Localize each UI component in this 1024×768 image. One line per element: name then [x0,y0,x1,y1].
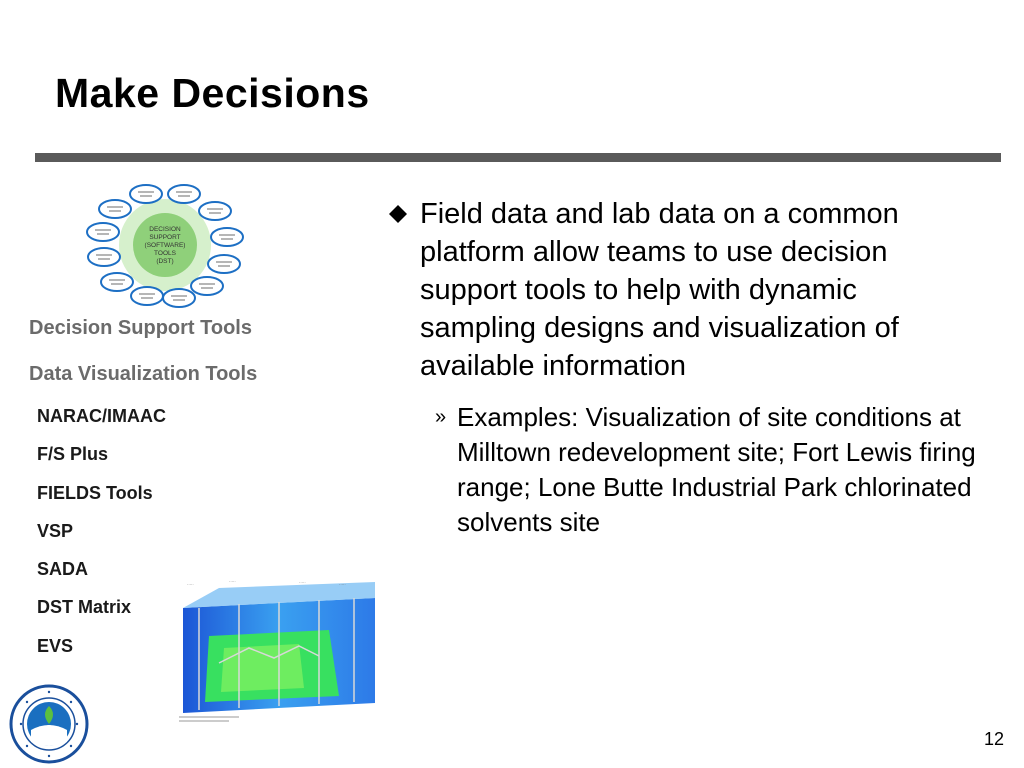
decision-support-tools-heading: Decision Support Tools [29,317,252,339]
dst-cycle-diagram [85,182,245,308]
svg-text:·····: ····· [187,582,194,587]
svg-text:·····: ····· [299,580,306,585]
page-number: 12 [983,729,1004,749]
svg-text:SUPPORT: SUPPORT [149,234,181,241]
tool-item: NARAC/IMAAC [37,406,166,426]
svg-text:·····: ····· [229,579,236,584]
tool-list [37,404,166,672]
site-visualization-image [179,578,377,724]
epa-seal-logo [9,684,89,764]
svg-text:DECISION: DECISION [149,226,181,233]
sub-bullet-marker: » [435,406,447,428]
svg-text:TOOLS: TOOLS [154,250,176,257]
slide-title: Make Decisions [55,70,370,116]
main-bullet-text: Field data and lab data on a common platform allow teams to use decision support tools to help with dynamic sampling designs and visualization of available information [420,198,899,382]
svg-text:(SOFTWARE): (SOFTWARE) [144,242,186,249]
svg-text:(DST): (DST) [156,258,174,265]
tool-item: F/S Plus [37,444,109,465]
tool-item: EVS [37,635,74,656]
diamond-bullet-icon [388,204,408,224]
tool-item: FIELDS Tools [37,482,153,503]
main-bullet [388,195,988,385]
sub-bullet-text: Examples: Visualization of site conditions at Milltown redevelopment site; Fort Lewis firing range; Lone Butte Industrial Park chlorinated solvents site [457,402,976,537]
data-visualization-tools-heading: Data Visualization Tools [29,363,258,385]
svg-text:·····: ····· [339,582,346,587]
tool-item: SADA [37,559,89,580]
title-divider [35,153,1001,162]
tool-item: DST Matrix [37,597,132,618]
tool-item: VSP [37,520,74,541]
sub-bullet [435,400,995,540]
dst-diagram-nodes [87,185,243,307]
